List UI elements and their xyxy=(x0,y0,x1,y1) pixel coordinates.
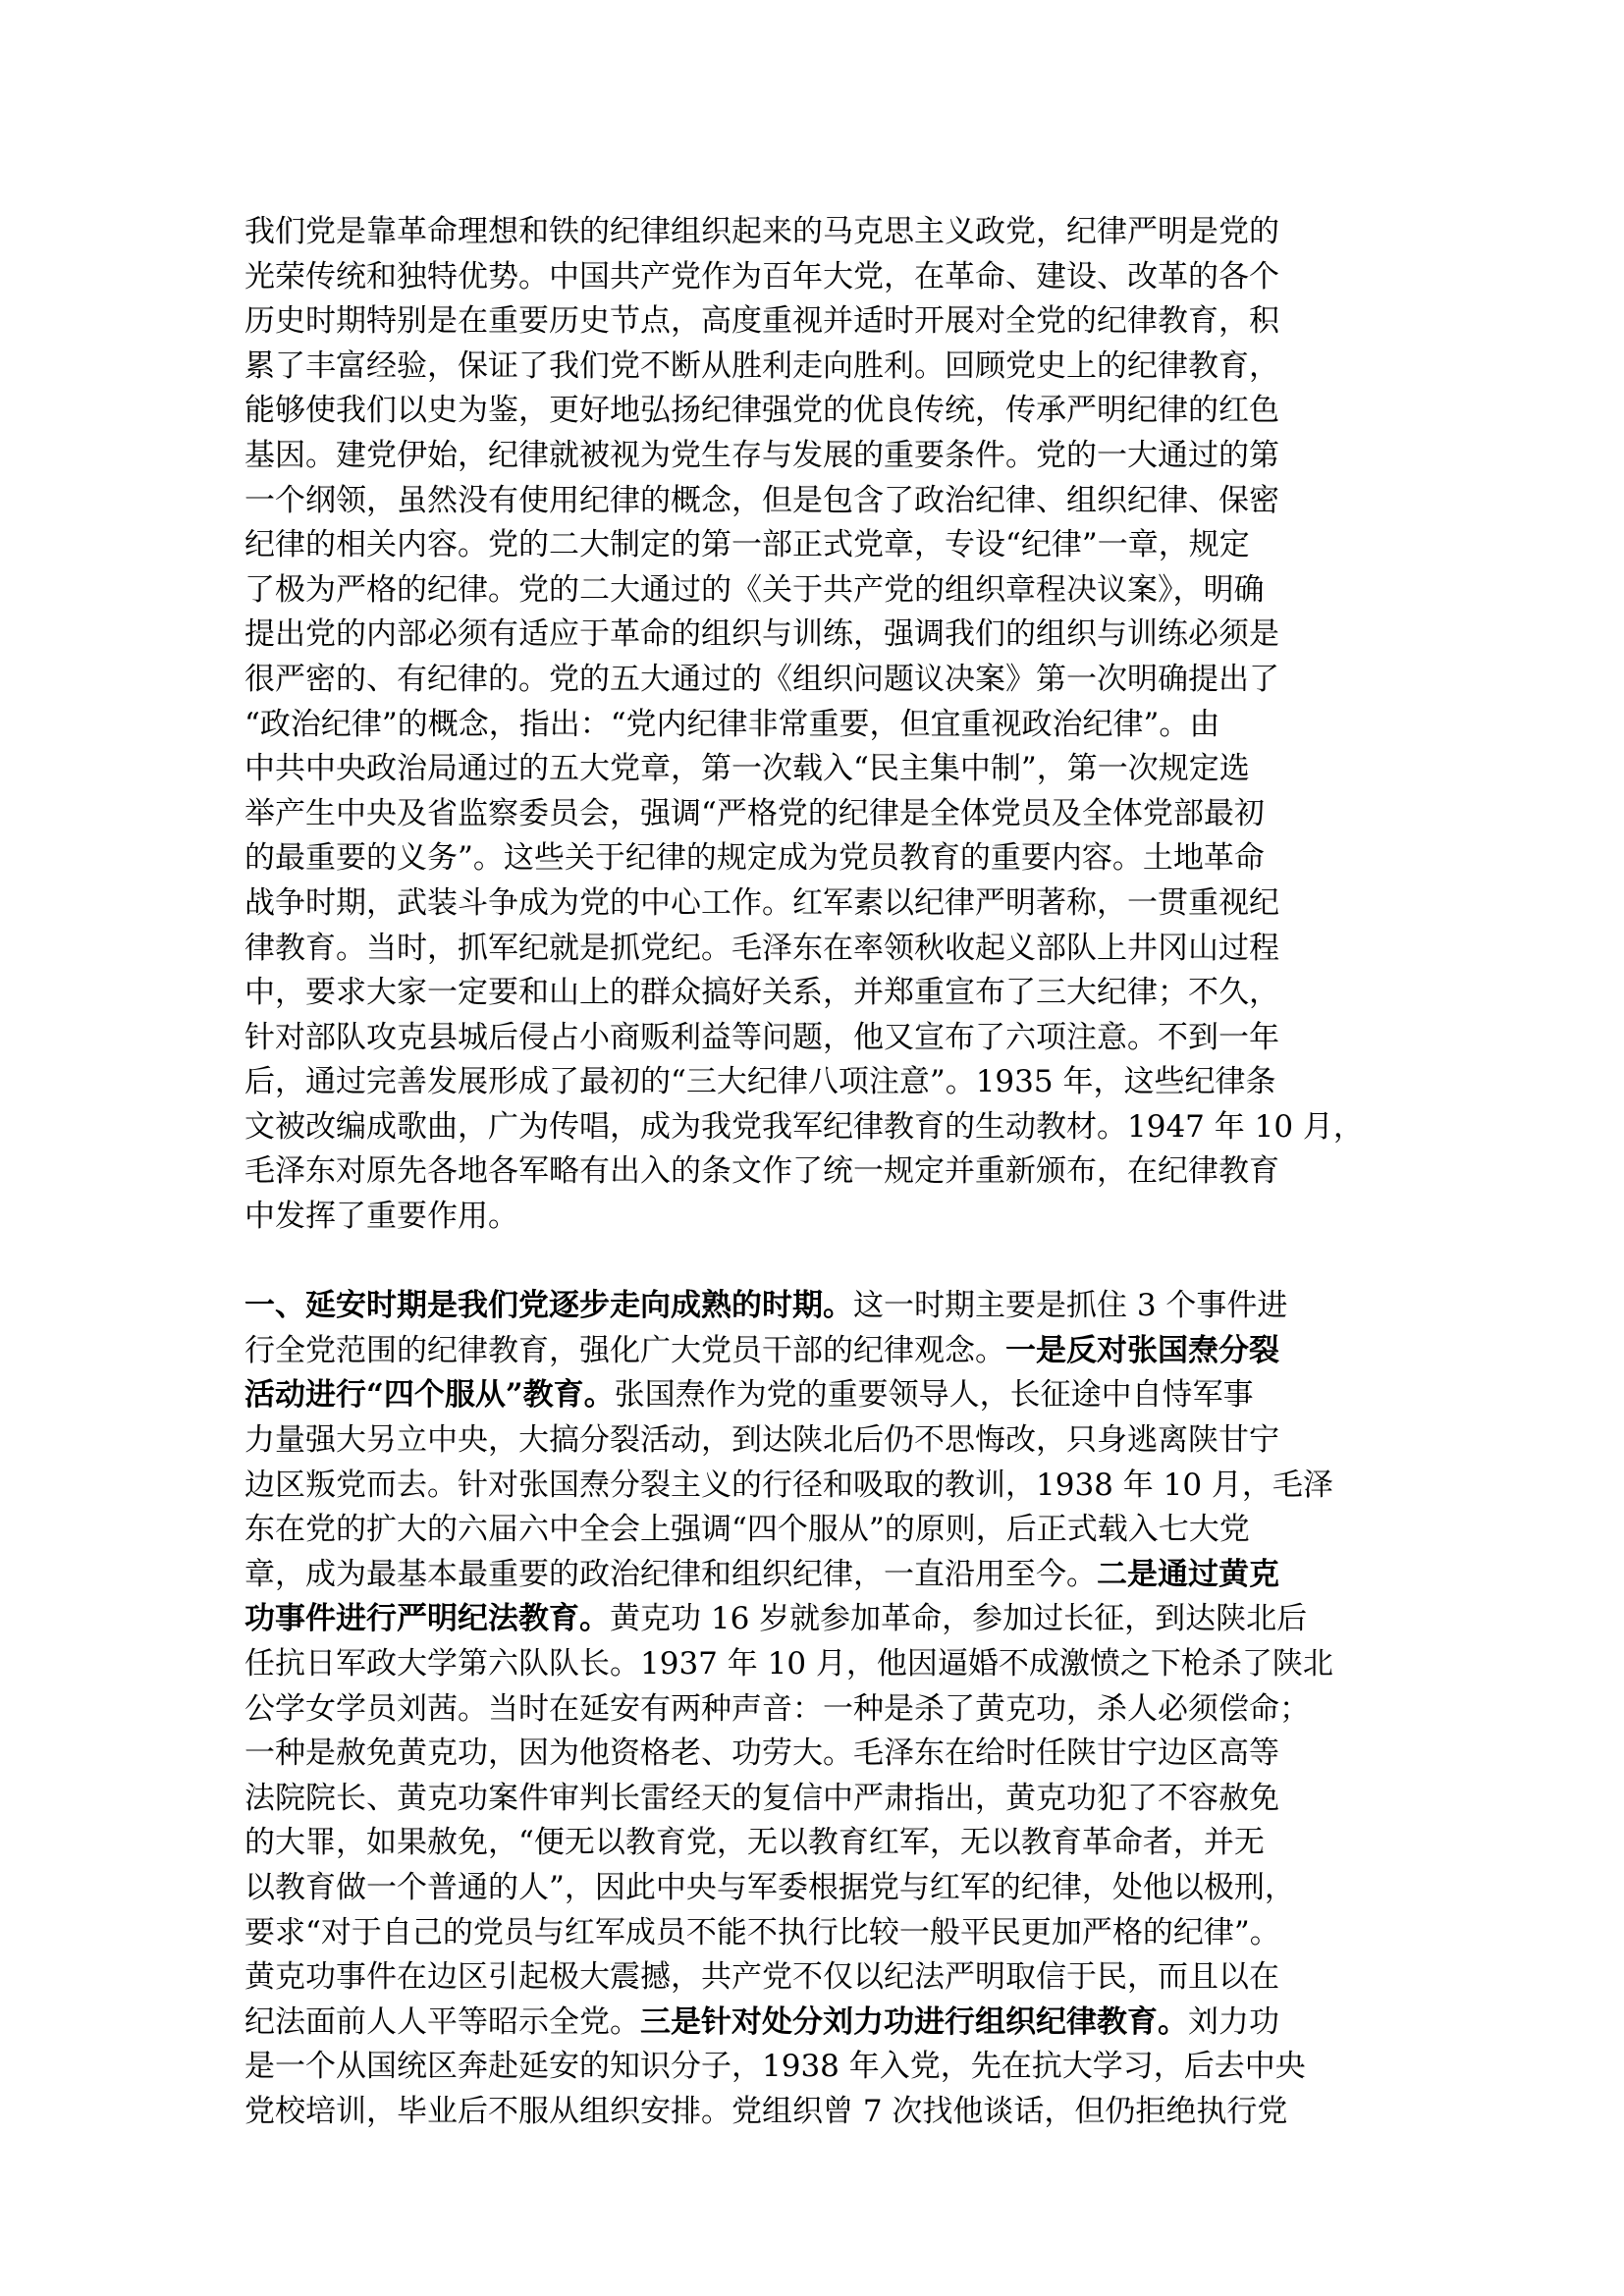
paragraph-1 xyxy=(244,210,1383,1240)
text-line: 基因。建党伊始，纪律就被视为党生存与发展的重要条件。党的一大通过的第 xyxy=(244,437,1279,473)
text-line: 律教育。当时，抓军纪就是抓党纪。毛泽东在率领秋收起义部队上井冈山过程 xyxy=(244,930,1279,966)
text-line: 以教育做一个普通的人”，因此中央与军委根据党与红军的纪律，处他以极刑， xyxy=(244,1869,1295,1905)
text-line: 边区叛党而去。针对张国焘分裂主义的行径和吸取的教训，1938 年 10 月，毛泽 xyxy=(244,1467,1333,1503)
text-line: 光荣传统和独特优势。中国共产党作为百年大党，在革命、建设、改革的各个 xyxy=(244,258,1279,294)
bold-phrase: 功事件进行严明纪法教育。 xyxy=(244,1601,610,1637)
text-line: 提出党的内部必须有适应于革命的组织与训练，强调我们的组织与训练必须是 xyxy=(244,616,1279,653)
text-line: 中，要求大家一定要和山上的群众搞好关系，并郑重宣布了三大纪律；不久， xyxy=(244,975,1279,1011)
text-line xyxy=(244,1553,1383,1598)
section-heading: 一、延安时期是我们党逐步走向成熟的时期。 xyxy=(244,1288,853,1324)
text-line: 的大罪，如果赦免，“便无以教育党，无以教育红军，无以教育革命者，并无 xyxy=(244,1825,1265,1861)
text-line: 党校培训，毕业后不服从组织安排。党组织曾 7 次找他谈话，但仍拒绝执行党 xyxy=(244,2093,1288,2129)
line-text: 这一时期主要是抓住 3 个事件进 xyxy=(853,1288,1288,1324)
text-line: 纪律的相关内容。党的二大制定的第一部正式党章，专设“纪律”一章，规定 xyxy=(244,527,1250,563)
text-line: “政治纪律”的概念，指出：“党内纪律非常重要，但宜重视政治纪律”。由 xyxy=(244,706,1220,742)
text-line: 举产生中央及省监察委员会，强调“严格党的纪律是全体党员及全体党部最初 xyxy=(244,795,1265,831)
text-line: 针对部队攻克县城后侵占小商贩利益等问题，他又宣布了六项注意。不到一年 xyxy=(244,1019,1279,1055)
text-line: 后，通过完善发展形成了最初的“三大纪律八项注意”。1935 年，这些纪律条 xyxy=(244,1064,1276,1100)
text-line: 一种是赦免黄克功，因为他资格老、功劳大。毛泽东在给时任陕甘宁边区高等 xyxy=(244,1735,1279,1772)
text-line xyxy=(244,1284,1383,1329)
bold-phrase: 一是反对张国焘分裂 xyxy=(1005,1332,1279,1368)
bold-phrase: 活动进行“四个服从”教育。 xyxy=(244,1377,615,1414)
text-line: 任抗日军政大学第六队队长。1937 年 10 月，他因逼婚不成激愤之下枪杀了陕北 xyxy=(244,1646,1333,1682)
text-line: 的最重要的义务”。这些关于纪律的规定成为党员教育的重要内容。土地革命 xyxy=(244,840,1265,877)
text-line: 黄克功事件在边区引起极大震撼，共产党不仅以纪法严明取信于民，而且以在 xyxy=(244,1959,1279,1996)
text-line: 累了丰富经验，保证了我们党不断从胜利走向胜利。回顾党史上的纪律教育， xyxy=(244,347,1279,384)
text-line xyxy=(244,2001,1383,2046)
text-line xyxy=(244,1373,1383,1418)
text-line: 历史时期特别是在重要历史节点，高度重视并适时开展对全党的纪律教育，积 xyxy=(244,303,1279,340)
text-line: 我们党是靠革命理想和铁的纪律组织起来的马克思主义政党，纪律严明是党的 xyxy=(244,214,1279,249)
text-line: 法院院长、黄克功案件审判长雷经天的复信中严肃指出，黄克功犯了不容赦免 xyxy=(244,1780,1279,1816)
text-line: 中共中央政治局通过的五大党章，第一次载入“民主集中制”，第一次规定选 xyxy=(244,751,1250,787)
line-text: 行全党范围的纪律教育，强化广大党员干部的纪律观念。 xyxy=(244,1332,1005,1368)
text-line: 是一个从国统区奔赴延安的知识分子，1938 年入党，先在抗大学习，后去中央 xyxy=(244,2049,1306,2085)
text-line: 很严密的、有纪律的。党的五大通过的《组织问题议决案》第一次明确提出了 xyxy=(244,661,1279,697)
line-text: 章，成为最基本最重要的政治纪律和组织纪律，一直沿用至今。 xyxy=(244,1556,1097,1592)
text-line: 要求“对于自己的党员与红军成员不能不执行比较一般平民更加严格的纪律”。 xyxy=(244,1914,1280,1950)
text-line: 一个纲领，虽然没有使用纪律的概念，但是包含了政治纪律、组织纪律、保密 xyxy=(244,482,1279,518)
text-line: 东在党的扩大的六届六中全会上强调“四个服从”的原则，后正式载入七大党 xyxy=(244,1512,1250,1548)
text-line: 能够使我们以史为鉴，更好地弘扬纪律强党的优良传统，传承严明纪律的红色 xyxy=(244,393,1279,429)
text-line: 毛泽东对原先各地各军略有出入的条文作了统一规定并重新颁布，在纪律教育 xyxy=(244,1153,1279,1190)
paragraph-spacer xyxy=(244,1240,1383,1285)
text-line xyxy=(244,1329,1383,1374)
text-line xyxy=(244,1597,1383,1642)
text-line: 力量强大另立中央，大搞分裂活动，到达陕北后仍不思悔改，只身逃离陕甘宁 xyxy=(244,1422,1279,1459)
document-body xyxy=(244,210,1383,2135)
line-text: 刘力功 xyxy=(1188,2003,1279,2040)
text-line: 战争时期，武装斗争成为党的中心工作。红军素以纪律严明著称，一贯重视纪 xyxy=(244,884,1279,921)
line-text: 纪法面前人人平等昭示全党。 xyxy=(244,2003,640,2040)
line-text: 张国焘作为党的重要领导人，长征途中自恃军事 xyxy=(614,1377,1254,1414)
text-line: 中发挥了重要作用。 xyxy=(244,1199,518,1235)
line-text: 黄克功 16 岁就参加革命，参加过长征，到达陕北后 xyxy=(610,1601,1308,1637)
bold-phrase: 二是通过黄克 xyxy=(1097,1556,1279,1592)
text-line: 公学女学员刘茜。当时在延安有两种声音：一种是杀了黄克功，杀人必须偿命； xyxy=(244,1690,1310,1727)
paragraph-2 xyxy=(244,1284,1383,2134)
bold-phrase: 三是针对处分刘力功进行组织纪律教育。 xyxy=(640,2003,1188,2040)
text-line: 了极为严格的纪律。党的二大通过的《关于共产党的组织章程决议案》，明确 xyxy=(244,571,1265,608)
text-line: 文被改编成歌曲，广为传唱，成为我党我军纪律教育的生动教材。1947 年 10 月， xyxy=(244,1108,1364,1145)
